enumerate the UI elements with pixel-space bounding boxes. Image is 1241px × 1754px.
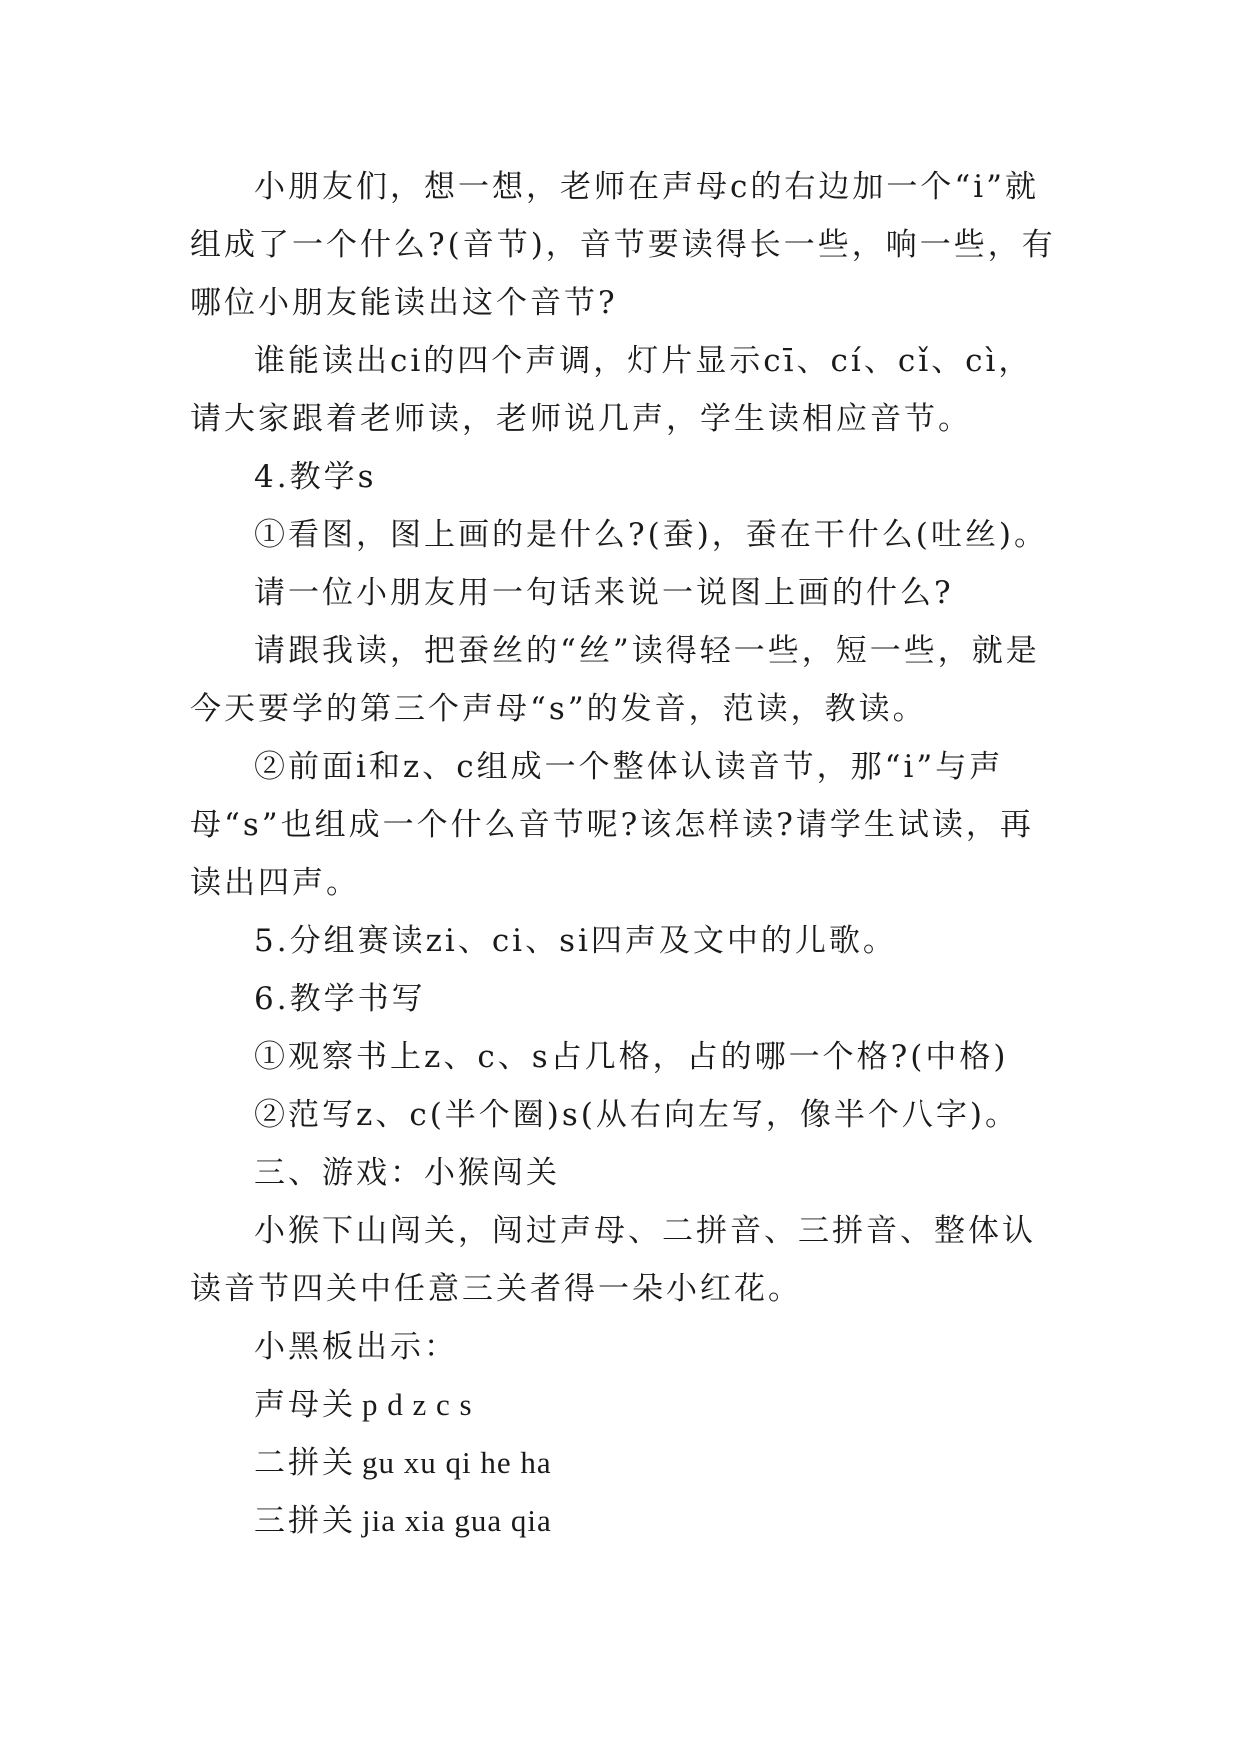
section-heading-game: 三、游戏：小猴闯关 [254,1155,560,1191]
pinyin-row-label: 三拼关 [254,1503,356,1539]
pinyin-row-two-part [190,1434,1060,1492]
pinyin-row-label: 声母关 [254,1387,356,1423]
paragraph-7: ①观察书上z、c、s占几格，占的哪一个格?(中格) [254,1039,1009,1075]
pinyin-row-items: jia xia gua qia [362,1503,552,1538]
pinyin-row-three-part [190,1492,1060,1550]
section-heading-5: 5.分组赛读zi、ci、si四声及文中的儿歌。 [254,923,897,959]
paragraph-8: ②范写z、c(半个圈)s(从右向左写，像半个八字)。 [254,1097,1019,1133]
paragraph-3: ①看图，图上画的是什么?(蚕)，蚕在干什么(吐丝)。 [254,517,1048,553]
paragraph-9: 小猴下山闯关，闯过声母、二拼音、三拼音、整体认读音节四关中任意三关者得一朵小红花。 [190,1213,1036,1307]
pinyin-row-label: 二拼关 [254,1445,356,1481]
pinyin-row-items: p d z c s [362,1387,473,1422]
section-heading-6: 6.教学书写 [254,981,426,1017]
pinyin-row-initials [190,1376,1060,1434]
paragraph-1: 小朋友们，想一想，老师在声母c的右边加一个“i”就组成了一个什么?(音节)，音节要读得长一些，响一些，有哪位小朋友能读出这个音节? [190,169,1056,321]
paragraph-2: 谁能读出ci的四个声调，灯片显示cī、cí、cǐ、cì，请大家跟着老师读，老师说几声，学生读相应音节。 [190,343,1033,437]
pinyin-row-items: gu xu qi he ha [362,1445,552,1480]
paragraph-6: ②前面i和z、c组成一个整体认读音节，那“i”与声母“s”也组成一个什么音节呢?该怎样读?请学生试读，再读出四声。 [190,749,1034,901]
paragraph-5: 请跟我读，把蚕丝的“丝”读得轻一些，短一些，就是今天要学的第三个声母“s”的发音，范读，教读。 [190,633,1040,727]
document-body [190,158,1060,1550]
paragraph-10: 小黑板出示： [254,1329,458,1365]
paragraph-4: 请一位小朋友用一句话来说一说图上画的什么? [254,575,954,611]
section-heading-4: 4.教学s [254,459,377,495]
